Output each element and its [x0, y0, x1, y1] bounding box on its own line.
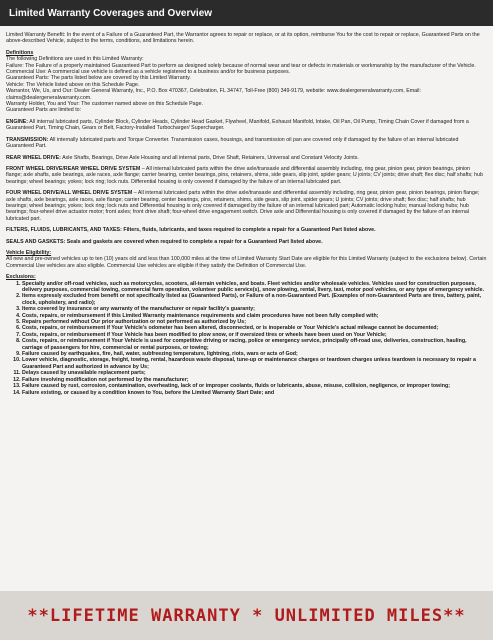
coverage-filters-fluids — [6, 227, 487, 233]
definition-item: Guaranteed Parts: The parts listed below are covered by this Limited Warranty. — [6, 75, 191, 82]
exclusion-item: 14. Failure existing, or caused by a condition known to You, before the Limited Warranty Start Date; and — [22, 390, 487, 396]
coverage-transmission — [6, 137, 487, 150]
coverage-rear-wheel-drive — [6, 155, 487, 161]
coverage-engine — [6, 119, 487, 132]
exclusion-item: 11. Delays caused by unavailable replacement parts; — [22, 370, 487, 376]
banner-text: **LIFETIME WARRANTY * UNLIMITED MILES** — [27, 605, 466, 626]
coverage-text: Seals and gaskets are covered when required to complete a repair for a Guaranteed Part listed above. — [66, 238, 323, 245]
exclusion-item: 8. Costs, repairs, or reimbursement if Your Vehicle is used for competitive driving or racing, police or emergency service, principally off-road use, deliveries, construction, hauling, carriage of passengers for hire, commercial or rental purposes, or towing; — [22, 338, 487, 351]
warranty-document — [6, 32, 487, 592]
coverage-label: TRANSMISSION: — [6, 136, 49, 143]
eligibility-text: All new and pre-owned vehicles up to ten (10) years old and less than 100,000 miles at the time of Limited Warranty Start Date are eligible for this Limited Warranty (subject to the exclusions below). Certain Commercial Use vehicles are also eligible. Commercial Use vehicles are eligible if they satisfy the Definition of Commercial Use. — [6, 256, 487, 269]
coverage-label: SEALS AND GASKETS: — [6, 238, 66, 245]
exclusion-item: 6. Costs, repairs, or reimbursement if Your Vehicle's odometer has been altered, disconnected, or is inoperable or Your Vehicle's actual mileage cannot be documented; — [22, 325, 487, 331]
coverage-label: ENGINE: — [6, 118, 29, 125]
exclusion-item: 10. Lower vehicle, diagnostic, storage, freight, towing, rental, hazardous waste disposal, tune-up or maintenance charges or teardown charges unless teardown is necessary to repair a Guaranteed Part and authorized in advance by Us; — [22, 357, 487, 370]
exclusion-item: 4. Costs, repairs, or reimbursement if this Limited Warranty maintenance requirements and claim procedures have not been fully complied with; — [22, 313, 487, 319]
definitions-section — [6, 50, 487, 114]
header-bar — [0, 0, 493, 26]
definitions-intro: The following Definitions are used in this Limited Warranty: — [6, 56, 144, 63]
benefit-paragraph: Limited Warranty Benefit: In the event of a Failure of a Guaranteed Part, the Warrantor agrees to repair or replace, or at its option, reimburse You for the cost to repair or replace, Guaranteed Parts on the above-described Vehicle, subject to the terms, conditions, and limitations herein. — [6, 32, 480, 45]
exclusion-item: 7. Costs, repairs, or reimbursement if Your Vehicle has been modified to plow snow, or if oversized tires or wheels have been used on Your Vehicle; — [22, 332, 487, 338]
coverage-four-wheel-drive — [6, 190, 487, 222]
coverage-text: – All internal lubricated parts within the drive axle/transaxle and differential assembly including, ring gear, pinion gear, pinion bearings, pinion flange; axle shafts, axle bearings, axle races, axle flange; carrier bearing, center bearings, pins, retainers, shims, side gears, slip joint, spider gears; U joints; CV joints; drive shaft; flex disc; half shafts; hub bearings; wheel bearings; yokes; lock ring; lock nuts. Differential housing is only covered if damaged by the failure of an internal lubricated part. — [6, 165, 483, 185]
definition-item: Guaranteed Parts are limited to: — [6, 107, 82, 114]
exclusion-item: 12. Failure involving modification not performed by the manufacturer; — [22, 377, 487, 383]
exclusions-list — [6, 281, 487, 396]
exclusion-item: 1. Specialty and/or off-road vehicles, such as motorcycles, scooters, all-terrain vehicles, and boats. Fleet vehicles and/or wholesale vehicles. Vehicles used for construction purposes, delivery purposes, commercial towing, commercial farm operation, volunteer public service(s), snow plowing, rental, livery, taxi, motor pool vehicles, or any type of emergency vehicle. — [22, 281, 487, 294]
exclusion-item: 13. Failure caused by rust, corrosion, contamination, overheating, lack of or improper coolants, fluids or lubricants, abuse, misuse, collision, negligence, or improper towing; — [22, 383, 487, 389]
definitions-heading: Definitions — [6, 49, 34, 56]
exclusion-item: 3. Items covered by insurance or any warranty of the manufacturer or repair facility's guaranty; — [22, 306, 487, 312]
coverage-seals-gaskets — [6, 239, 487, 245]
exclusion-item: 9. Failure caused by earthquakes, fire, hail, water, subfreezing temperature, lightning, riots, wars or acts of God; — [22, 351, 487, 357]
definition-item: Warranty Holder, You and Your: The customer named above on this Schedule Page. — [6, 101, 203, 108]
page-title: Limited Warranty Coverages and Overview — [9, 7, 213, 19]
lifetime-warranty-banner — [0, 591, 493, 640]
coverage-text: Filters, fluids, lubricants, and taxes required to complete a repair for a Guaranteed Part listed above. — [123, 227, 376, 234]
coverage-text: – All internal lubricated parts within the drive axle/transaxle and differential assembly including, ring gear, pinion gear, pinion bearings, pinion flange; axle shafts, axle bearings, axle races, axle flange; carrier bearing, center bearings, pins, retainers, shims, side gears, slip joint, spider gears; U joints; CV joints; drive shaft; flex disc; half shafts; hub bearings; wheel bearings; yokes; lock ring; lock nuts and Differential housing is only covered if damaged by the failure of an internal lubricated part; Automatic locking hubs; manual locking hubs; hub bearings; four-wheel drive actuator motor; front axles; front drive shaft; four-wheel drive engagement switch. Drive axle and Differential housing is only covered if damaged by the failure of an internal lubricated part. — [6, 190, 480, 222]
definition-item: Commercial Use: A commercial use vehicle is defined as a vehicle registered to a business and/or for business purposes. — [6, 69, 291, 76]
coverage-label: REAR WHEEL DRIVE: — [6, 154, 61, 161]
coverage-label: FRONT WHEEL DRIVE/REAR WHEEL DRIVE SYSTEM — [6, 165, 141, 172]
coverage-label: FILTERS, FLUIDS, LUBRICANTS, AND TAXES: — [6, 227, 122, 234]
eligibility-heading: Vehicle Eligibility: — [6, 249, 52, 256]
exclusion-item: 2. Items expressly excluded from benefit or not specifically listed as (Guaranteed Parts), or Failure of a non-Guaranteed Part. (Examples of non-Guaranteed Parts are tires, battery, paint, clock, upholstery, and radio); — [22, 293, 487, 306]
exclusion-item: 5. Repairs performed without Our prior authorization or not performed as authorized by Us; — [22, 319, 487, 325]
coverage-label: FOUR WHEEL DRIVE/ALL WHEEL DRIVE SYSTEM — [6, 190, 133, 197]
coverage-text: All internal lubricated parts, Cylinder Block, Cylinder Heads, Cylinder Head Gasket, Flywheel, Manifold, Exhaust Manifold, Intake, Oil Pan, Oil Pump, Timing Chain Cover if damaged from a Guaranteed Part, Timing Chain, Gears or Belt, Factory-Installed Turbocharger/ Supercharger. — [6, 118, 469, 132]
exclusions-section — [6, 274, 487, 396]
exclusions-heading: Exclusions: — [6, 274, 36, 281]
definition-item: Warrantor, We, Us, and Our: Dealer General Warranty, Inc., P.O. Box 470367, Celebration, FL 34747, Toll-Free (800) 349-9179, website: www.dealergeneralwarranty.com, Email: claims@dealergeneralwarranty.com. — [6, 88, 421, 101]
definition-item: Vehicle: The Vehicle listed above on this Schedule Page. — [6, 81, 140, 88]
coverage-front-wheel-drive — [6, 166, 487, 185]
coverage-text: Axle Shafts, Bearings, Drive Axle Housing and all internal parts, Drive Shaft, Retainers, Universal and Constant Velocity Joints. — [62, 154, 359, 161]
definition-item: Failure: The Failure of a properly maintained Guaranteed Part to perform as designed solely because of normal wear and tear or defects in materials or workmanship by the manufacturer of the Vehicle. — [6, 62, 476, 69]
eligibility-section — [6, 250, 487, 269]
coverage-text: All internally lubricated parts and Torque Converter. Transmission cases, housings, and transmission oil pan are covered only if damaged by the failure of an internal lubricated Guaranteed Part. — [6, 136, 459, 150]
